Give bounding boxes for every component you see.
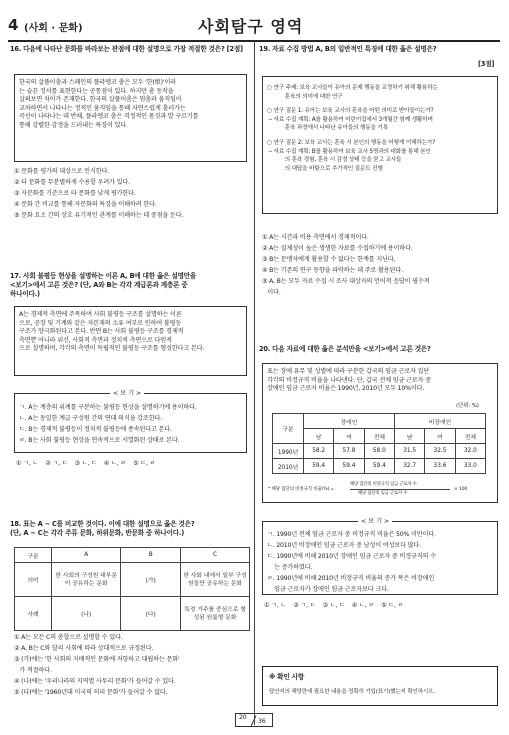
q20-bogi-label: < 보 기 >: [358, 516, 392, 525]
q20-cell: 59.4: [364, 459, 394, 474]
q20-formula-numerator: 해당 집단의 비정규직 임금 근로자 수: [350, 482, 417, 487]
q18-choice-1[interactable]: ① A는 모든 C의 총합으로 설명할 수 있다.: [14, 634, 123, 641]
q19-passage-line: ○ 연구 질문 2: 보육 교사는 훈육 시 본인의 행동을 어떻게 이해하는가?: [267, 139, 436, 146]
q20-bogi-item: ㄴ. 2010년 비장애인 임금 근로자 중 남성이 여성보다 많다.: [267, 542, 421, 549]
q18-stem: [10, 520, 250, 538]
q20-unit-label: (단위: %): [456, 403, 479, 409]
q19-choice-1[interactable]: ① A는 시간과 비용 측면에서 경제적이다.: [262, 234, 369, 241]
q17-passage-line: A는 경제적 측면에 주목하여 사회 불평등 구조를 설명하는 이론: [19, 311, 182, 318]
q20-cell: 32.7: [394, 459, 424, 474]
q17-bogi-label: < 보 기 >: [110, 388, 144, 397]
q18-choice-4[interactable]: ④ (나)에는 '우리나라의 지역별 사투리 문화'가 들어갈 수 있다.: [14, 678, 176, 685]
notice-title: ※ 확인 사항: [269, 673, 305, 681]
q20-header-cell: 장애인: [304, 414, 395, 429]
q20-cell: 33.0: [455, 459, 485, 474]
notice-box: [262, 666, 498, 706]
page-number-label: 4: [8, 16, 19, 34]
q19-passage-line: 의 훈육 경험, 훈육 시 감정 상태 등을 묻고 교사들: [267, 157, 402, 164]
q18-header-cell: A: [52, 548, 121, 563]
q20-header-cell: 구분: [273, 414, 304, 444]
q18-header-cell: 구분: [15, 548, 52, 563]
q18-choices: [14, 632, 250, 698]
q19-choice-2[interactable]: ② A는 실제성이 높은 생생한 자료를 수집하기에 용이하다.: [262, 245, 413, 252]
q20-passage-line: 표는 장애 유무 및 성별에 따라 구분한 갑국의 임금 근로자 집단: [267, 368, 430, 375]
q20-cell: 33.6: [425, 459, 455, 474]
q16-choice-3[interactable]: ③ 자문화를 기준으로 타 문화를 낮게 평가한다.: [14, 190, 136, 197]
q18-stem-line: (단, A ~ C는 각각 주류 문화, 하위문화, 반문화 중 하나이다.): [10, 529, 185, 537]
q20-cell: 58.0: [364, 444, 394, 459]
q18-row-label: 사례: [15, 597, 52, 631]
page-footer: [235, 713, 273, 727]
q16-choice-2[interactable]: ② 타 문화를 무분별하게 수용할 우려가 있다.: [14, 179, 130, 186]
q17-stem-line: 하나이다.): [10, 290, 40, 298]
q20-cell: 59.4: [334, 459, 364, 474]
q18-choice-2[interactable]: ② A, B는 C와 달리 사회에 따라 상대적으로 규정된다.: [14, 645, 154, 652]
q20-cell: 57.8: [334, 444, 364, 459]
q18-cell: 한 사회의 구성원 대부분이 공유하는 문화: [52, 563, 121, 597]
q20-cell: 32.5: [425, 444, 455, 459]
q16-choice-1[interactable]: ① 문화를 평가의 대상으로 인식한다.: [14, 168, 110, 175]
q17-stem-line: <보기>에서 고른 것은? (단, A와 B는 각각 계급론과 계층론 중: [10, 281, 188, 289]
q17-passage-line: 으로, 공장 및 기계와 같은 자본재의 소유 여부로 인하여 불평등: [19, 319, 182, 327]
column-divider: [254, 40, 255, 725]
q16-choices: [14, 166, 250, 221]
q17-passage: [14, 306, 247, 376]
footer-total: 36: [258, 718, 266, 725]
q20-bogi-item: 임금 근로자가 장애인 임금 근로자보다 크다.: [267, 586, 389, 593]
q16-choice-4[interactable]: ④ 문화 간 비교를 통해 자문화의 특징을 이해하려 한다.: [14, 201, 157, 208]
q17-stem-line: 17. 사회 불평등 현상을 설명하는 이론 A, B에 대한 옳은 설명만을: [10, 272, 197, 280]
q19-passage-line: ─ 자료 수집 계획: A를 활용하여 어린이집에서 3개월간 함께 생활하며: [267, 116, 433, 123]
q20-formula: [268, 482, 494, 498]
q20-subheader-cell: 여: [425, 429, 455, 444]
q20-cell: 59.4: [304, 459, 334, 474]
q19-passage-line: ─ 자료 수집 계획: B를 활용하여 보육 교사 5명과의 대화를 통해 본인: [267, 148, 431, 155]
q18-row-label: 의미: [15, 563, 52, 597]
q16-passage-line: 통해 강렬한 감정을 드러내는 특징이 있다.: [19, 121, 128, 129]
q20-bogi-item: 는 증가하였다.: [267, 564, 313, 571]
q19-passage: [262, 76, 498, 214]
q19-choice-3[interactable]: ③ B는 문맹자에게 활용할 수 없다는 한계를 지닌다.: [262, 256, 396, 263]
q19-choices: [262, 232, 500, 298]
q20-cell: 58.2: [304, 444, 334, 459]
q20-formula-left: * 해당 집단의 비정규직 비율(%) =: [268, 487, 335, 492]
q17-choices[interactable]: ① ㄱ, ㄴ ② ㄱ, ㄷ ③ ㄴ, ㄷ ④ ㄴ, ㄹ ⑤ ㄷ, ㄹ: [16, 460, 156, 467]
q20-row-label: 1990년: [273, 444, 304, 459]
q19-choice-4[interactable]: ④ B는 기존의 연구 동향을 파악하는 데 주로 활용된다.: [262, 267, 403, 274]
q19-passage-line: 훈육 과정에서 나타난 유아들의 행동을 기록: [267, 125, 389, 132]
q16-passage-line: 교차하면서 나타나는 정적인 움직임을 통해 자연스럽게 흘러가는: [19, 104, 186, 112]
q20-choices[interactable]: ① ㄱ, ㄴ ② ㄱ, ㄷ ③ ㄴ, ㄷ ④ ㄴ, ㄹ ⑤ ㄷ, ㄹ: [264, 602, 404, 609]
q20-row-label: 2010년: [273, 459, 304, 474]
q20-cell: 32.0: [455, 444, 485, 459]
q19-passage-line: 의 대답을 바탕으로 추가적인 질문도 진행: [267, 165, 383, 172]
q18-cell: (가): [121, 563, 181, 597]
q20-subheader-cell: 전체: [455, 429, 485, 444]
q20-cell: 31.5: [394, 444, 424, 459]
q20-formula-denominator: 해당 집단의 임금 근로자 수: [358, 491, 408, 496]
q20-subheader-cell: 여: [334, 429, 364, 444]
subject-label: (사회 · 문화): [24, 23, 83, 34]
q19-choice-5-cont: 이다.: [262, 289, 281, 296]
q16-passage-line: 살펴보면 차이가 존재한다. 한국의 살풀이춤은 멈춤과 움직임이: [19, 96, 182, 104]
q18-cell: 한 사회 내에서 일부 구성원들만 공유하는 문화: [181, 563, 250, 597]
q20-bogi-item: ㄱ. 1990년 전체 임금 근로자 중 비정규직 비율은 50% 미만이다.: [267, 531, 436, 538]
q19-stem: 19. 자료 수집 방법 A, B의 일반적인 특징에 대한 옳은 설명은?: [259, 45, 437, 53]
q16-passage: [14, 74, 247, 162]
q20-subheader-cell: 전체: [364, 429, 394, 444]
q17-bogi-item: ㄹ. B는 사회 불평등 현상을 연속적으로 서열화된 상태로 본다.: [19, 437, 180, 444]
q17-bogi-item: ㄱ. A는 계층의 위계를 구분하는 불평등 현상을 설명하기에 용이하다.: [19, 404, 197, 411]
q20-subheader-cell: 남: [304, 429, 334, 444]
q16-passage-line: 는 슬픈 정서를 표현한다는 공통점이 있다. 하지만 춤 동작을: [19, 87, 174, 95]
q20-passage-line: 장애인 임금 근로자 비율은 1990년, 2010년 모두 10%이다.: [267, 385, 425, 393]
q19-choice-5[interactable]: ⑤ A, B는 모두 자료 수집 시 조사 대상자의 언어적 응답이 필수적: [262, 278, 430, 285]
q18-header-cell: B: [121, 548, 181, 563]
q20-table: [272, 413, 486, 474]
q18-cell: (나): [52, 597, 121, 631]
q20-header-cell: 비장애인: [394, 414, 485, 429]
notice-body: 답안지의 해당란에 필요한 내용을 정확히 기입(표기)했는지 확인하시오.: [269, 689, 435, 695]
q20-bogi-box: [262, 521, 498, 595]
q17-passage-line: 측면뿐 아니라 위신, 사회적 측면과 정치적 측면으로 다원적: [19, 336, 172, 344]
q18-choice-5[interactable]: ⑤ (다)에는 '1960년대 미국의 히피 문화'가 들어갈 수 없다.: [14, 689, 168, 696]
q20-bogi-item: ㄷ. 1990년에 비해 2010년 장애인 임금 근로자 중 비정규직의 수: [267, 553, 436, 560]
q20-formula-right: × 100: [454, 487, 468, 492]
q17-bogi-item: ㄷ. B는 경제적 불평등이 정치적 불평등에 종속된다고 본다.: [19, 426, 172, 433]
q20-stem: 20. 다음 자료에 대한 옳은 분석만을 <보기>에서 고른 것은?: [259, 345, 431, 353]
page-header: [8, 8, 500, 38]
q18-stem-line: 18. 표는 A ~ C를 비교한 것이다. 이에 대한 설명으로 옳은 것은?: [10, 520, 195, 528]
q19-passage-line: ○ 연구 주제: 보육 교사들이 유아의 문제 행동을 교정하기 위해 활용하는: [267, 85, 438, 91]
q19-points: [3점]: [478, 60, 495, 68]
q17-bogi-box: [14, 393, 247, 453]
q16-stem: 16. 다음에 나타난 문화를 바라보는 관점에 대한 설명으로 가장 적절한 것은? [2점]: [10, 45, 243, 53]
q20-bogi-item: ㄹ. 1990년에 비해 2010년 비정규직 비율의 증가 폭은 비장애인: [267, 575, 435, 582]
q18-header-cell: C: [181, 548, 250, 563]
q19-passage-line: 훈육의 의미에 대한 연구: [267, 93, 343, 100]
q18-choice-3-cont: 가 적절하다.: [14, 667, 52, 674]
footer-slash: [251, 715, 257, 726]
q16-passage-line: 한국의 살풀이춤과 스페인의 플라멩코 춤은 모두 '한(恨)'이라: [19, 79, 176, 86]
q20-passage-line: 각각의 비정규직 비율을 나타낸다. 단, 갑국 전체 임금 근로자 중: [267, 376, 431, 384]
q18-choice-3[interactable]: ③ (가)에는 '한 사회의 지배적인 문화에 저항하고 대립하는 문화': [14, 656, 180, 663]
page-title: 사회탐구 영역: [198, 17, 304, 36]
q17-stem: [10, 272, 250, 299]
q20-subheader-cell: 남: [394, 429, 424, 444]
q17-passage-line: 구조가 양극화된다고 본다. 반면 B는 사회 불평등 구조를 경제적: [19, 328, 184, 336]
q18-cell: 특정 거주를 중심으로 형성된 원룸형 문화: [181, 597, 250, 631]
q16-passage-line: 곡선이 나타나는 데 반해, 플라멩코 춤은 격정적인 몸짓과 발 구르기를: [19, 113, 199, 121]
q19-passage-line: ○ 연구 질문 1: 유아는 보육 교사의 훈육을 어떤 의미로 받아들이는가?: [267, 108, 434, 115]
q16-choice-5[interactable]: ⑤ 문화 요소 간의 상호 유기적인 관계를 이해하는 데 중점을 둔다.: [14, 212, 184, 219]
q18-table: [14, 547, 250, 631]
q18-cell: (다): [121, 597, 181, 631]
footer-page: 20: [239, 714, 247, 721]
q17-passage-line: 으로 설명하며, 각각의 측면이 독립적인 불평등 구조를 형성한다고 본다.: [19, 345, 205, 353]
q17-bogi-item: ㄴ. A는 동일한 계급 구성원 간의 연대 의식을 강조한다.: [19, 415, 163, 422]
